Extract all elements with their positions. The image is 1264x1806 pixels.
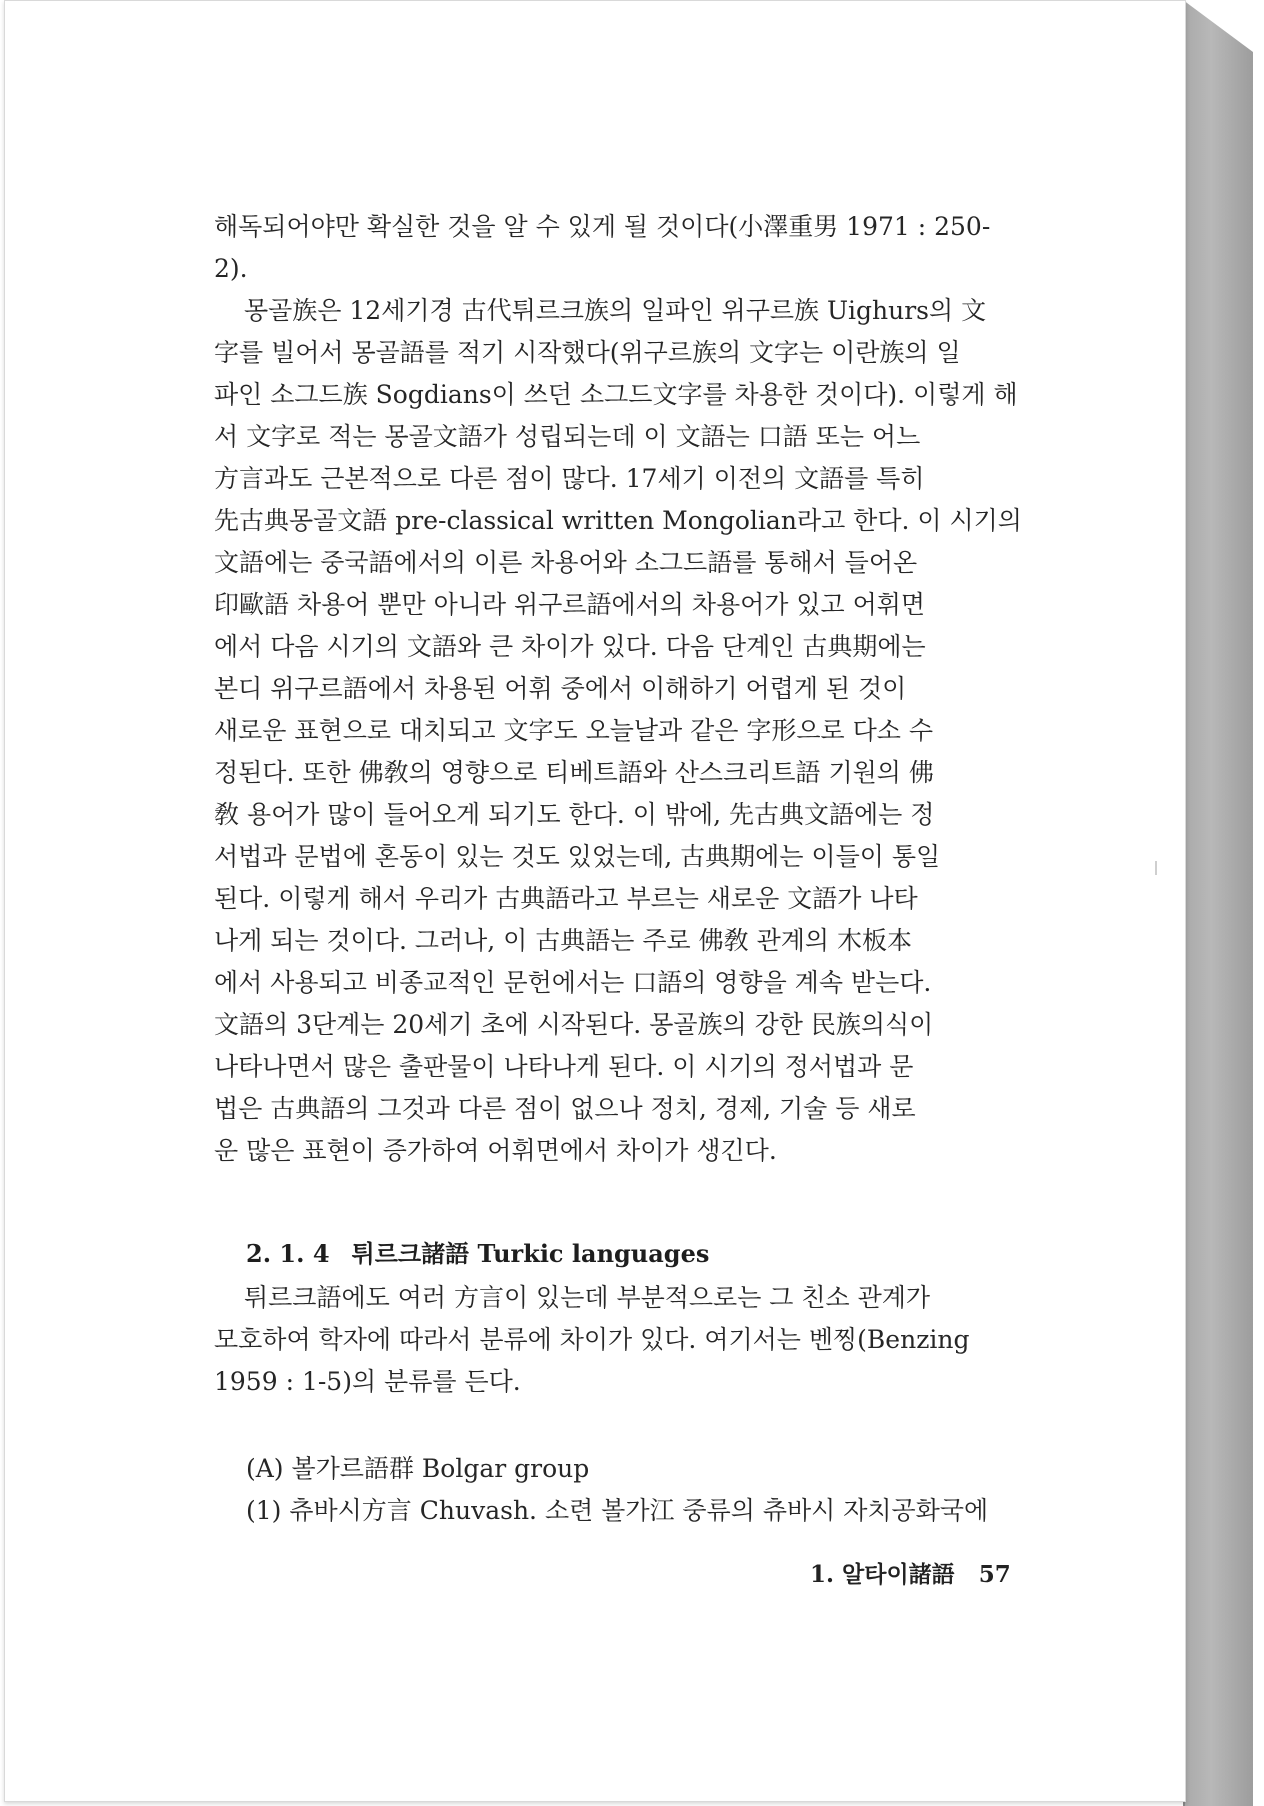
book-edge bbox=[1183, 0, 1253, 1806]
text-line: 된다. 이렇게 해서 우리가 古典語라고 부르는 새로운 文語가 나타 bbox=[214, 884, 918, 913]
text-line: 1959 : 1-5)의 분류를 든다. bbox=[214, 1367, 521, 1396]
text-line: 파인 소그드族 Sogdians이 쓰던 소그드文字를 차용한 것이다). 이렇게 해 bbox=[214, 380, 1018, 409]
text-line: 文語의 3단계는 20세기 초에 시작된다. 몽골族의 강한 民族의식이 bbox=[214, 1010, 934, 1039]
text-line: 字를 빌어서 몽골語를 적기 시작했다(위구르族의 文字는 이란族의 일 bbox=[214, 338, 961, 367]
text-line: 先古典몽골文語 pre-classical written Mongolian라고 한다. 이 시기의 bbox=[214, 506, 1022, 535]
running-footer bbox=[810, 1556, 1011, 1589]
section-title: 튀르크諸語 Turkic languages bbox=[351, 1239, 710, 1268]
text-line: 敎 용어가 많이 들어오게 되기도 한다. 이 밖에, 先古典文語에는 정 bbox=[214, 800, 935, 829]
classification-list bbox=[246, 1448, 1046, 1532]
text-line: 나타나면서 많은 출판물이 나타나게 된다. 이 시기의 정서법과 문 bbox=[214, 1052, 914, 1081]
text-line: 文語에는 중국語에서의 이른 차용어와 소그드語를 통해서 들어온 bbox=[214, 548, 918, 577]
text-line: 모호하여 학자에 따라서 분류에 차이가 있다. 여기서는 벤찡(Benzing bbox=[214, 1325, 970, 1354]
text-line: 에서 다음 시기의 文語와 큰 차이가 있다. 다음 단계인 古典期에는 bbox=[214, 632, 926, 661]
text-line: 해독되어야만 확실한 것을 알 수 있게 될 것이다(小澤重男 1971 : 250- bbox=[214, 212, 991, 241]
paragraph-start-line: 몽골族은 12세기경 古代튀르크族의 일파인 위구르族 Uighurs의 文 bbox=[244, 296, 987, 325]
text-line: 본디 위구르語에서 차용된 어휘 중에서 이해하기 어렵게 된 것이 bbox=[214, 674, 907, 703]
section-heading bbox=[246, 1234, 709, 1269]
text-line: 운 많은 표현이 증가하여 어휘면에서 차이가 생긴다. bbox=[214, 1136, 777, 1165]
text-line: 서법과 문법에 혼동이 있는 것도 있었는데, 古典期에는 이들이 통일 bbox=[214, 842, 941, 871]
section-body bbox=[214, 1277, 1046, 1403]
text-line: 서 文字로 적는 몽골文語가 성립되는데 이 文語는 口語 또는 어느 bbox=[214, 422, 921, 451]
text-line: 법은 古典語의 그것과 다른 점이 없으나 정치, 경제, 기술 등 새로 bbox=[214, 1094, 916, 1123]
text-line: 새로운 표현으로 대치되고 文字도 오늘날과 같은 字形으로 다소 수 bbox=[214, 716, 934, 745]
list-item: (1) 츄바시方言 Chuvash. 소련 볼가江 중류의 츄바시 자치공화국에 bbox=[246, 1496, 989, 1525]
text-line: 方言과도 근본적으로 다른 점이 많다. 17세기 이전의 文語를 특히 bbox=[214, 464, 925, 493]
scan-speck bbox=[1155, 861, 1157, 875]
body-text bbox=[214, 206, 1046, 1172]
text-line: 정된다. 또한 佛敎의 영향으로 티베트語와 산스크리트語 기원의 佛 bbox=[214, 758, 934, 787]
text-line: 2). bbox=[214, 254, 248, 283]
page-number: 57 bbox=[978, 1561, 1011, 1588]
section-number: 2. 1. 4 bbox=[246, 1239, 330, 1268]
text-line: 印歐語 차용어 뿐만 아니라 위구르語에서의 차용어가 있고 어휘면 bbox=[214, 590, 926, 619]
paragraph-start-line: 튀르크語에도 여러 方言이 있는데 부분적으로는 그 친소 관계가 bbox=[244, 1283, 931, 1312]
text-line: 나게 되는 것이다. 그러나, 이 古典語는 주로 佛敎 관계의 木板本 bbox=[214, 926, 912, 955]
chapter-title: 1. 알타이諸語 bbox=[810, 1561, 955, 1588]
list-item: (A) 볼가르語群 Bolgar group bbox=[246, 1454, 590, 1483]
text-line: 에서 사용되고 비종교적인 문헌에서는 口語의 영향을 계속 받는다. bbox=[214, 968, 932, 997]
